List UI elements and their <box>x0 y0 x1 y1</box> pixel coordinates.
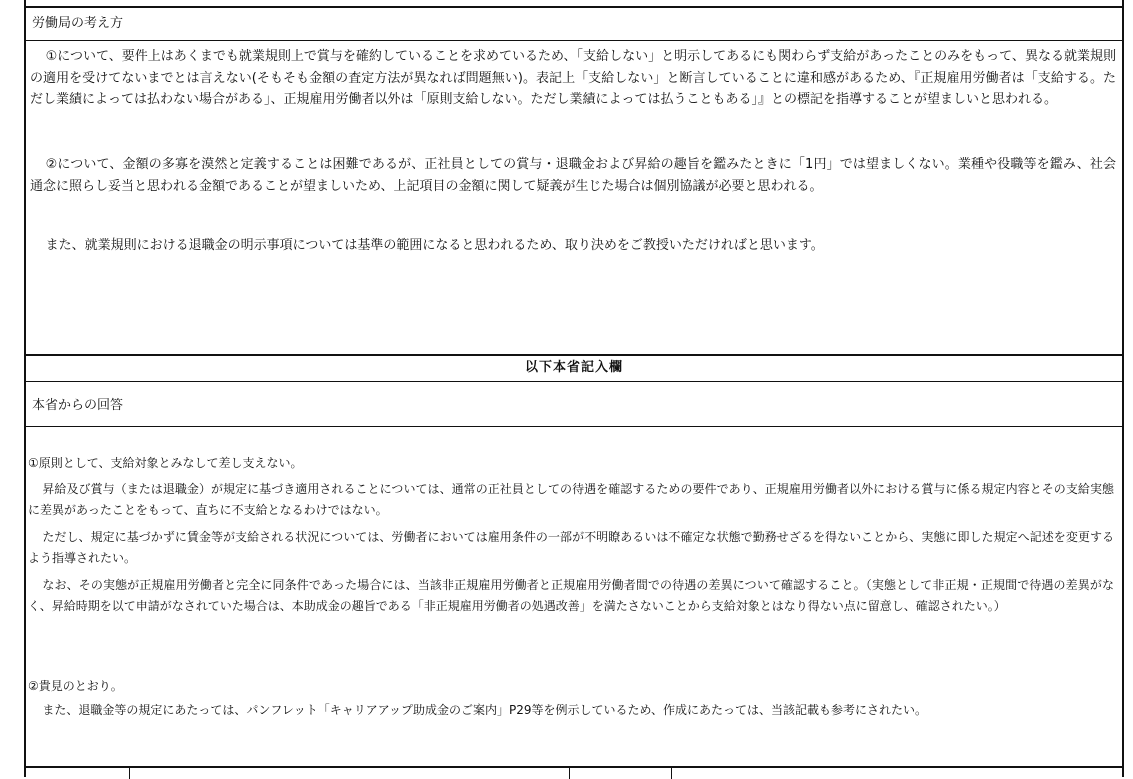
ministry-line-5: ②貴見のとおり。 <box>28 679 123 693</box>
ministry-line-1: ①原則として、支給対象とみなして差し支えない。 <box>28 456 303 470</box>
ministry-heading-divider <box>26 426 1122 427</box>
ministry-line-2: 昇給及び賞与（または退職金）が規定に基づき適用されることについては、通常の正社員としての待遇を確認するための要件であり、正規雇用労働者以外における賞与に係る規定内容とその支給実態に差異があったことをもって、直ちに不支給となるわけではない。 <box>28 482 1114 517</box>
bottom-row-divider-1 <box>129 768 130 779</box>
ministry-line-6: また、退職金等の規定にあたっては、パンフレット「キャリアアップ助成金のご案内」P29等を例示しているため、作成にあたっては、当該記載も参考にされたい。 <box>42 703 927 717</box>
bottom-row-divider-2 <box>569 768 570 779</box>
bottom-row <box>26 766 1122 779</box>
banner-bottom-rule <box>26 381 1122 382</box>
banner-top-rule <box>26 354 1122 356</box>
ministry-line-3: ただし、規定に基づかずに賃金等が支給される状況については、労働者においては雇用条件の一部が不明瞭あるいは不確定な状態で勤務せざるを得ないことから、実態に即した規定へ記述を変更するよう指導されたい。 <box>28 530 1114 565</box>
bureau-heading: 労働局の考え方 <box>32 16 124 31</box>
bureau-paragraph-1: ①について、要件上はあくまでも就業規則上で賞与を確約していることを求めているため、「支給しない」と明示してあるにも関わらず支給があったことのみをもって、異なる就業規則の適用を受けてないまでとは言えない(そもそも金額の査定方法が異なれば問題無い)。表記上「支給しない」と断言していることに違和感があるため、『正規雇用労働者は「支給する。ただし業績によっては払わない場合がある」、正規雇用労働者以外は「原則支給しない。ただし業績によっては払うこともある」』との標記を指導することが望ましいと思われる。 <box>30 49 1116 107</box>
form-sheet <box>24 0 1124 777</box>
ministry-entry-banner: 以下本省記入欄 <box>524 360 623 375</box>
ministry-heading: 本省からの回答 <box>32 398 124 413</box>
top-border <box>26 6 1122 8</box>
ministry-line-4: なお、その実態が正規雇用労働者と完全に同条件であった場合には、当該非正規雇用労働者と正規雇用労働者間での待遇の差異について確認すること。（実態として非正規・正規間で待遇の差異がなく、昇給時期を以て申請がなされていた場合は、本助成金の趣旨である「非正規雇用労働者の処遇改善」を満たさないことから支給対象とはなり得ない点に留意し、確認されたい。） <box>28 578 1114 613</box>
bottom-row-divider-3 <box>671 768 672 779</box>
bureau-paragraph-2: ②について、金額の多寡を漠然と定義することは困難であるが、正社員としての賞与・退職金および昇給の趣旨を鑑みたときに「1円」では望ましくない。業種や役職等を鑑み、社会通念に照らし妥当と思われる金額であることが望ましいため、上記項目の金額に関して疑義が生じた場合は個別協議が必要と思われる。 <box>30 157 1116 194</box>
bureau-heading-divider <box>26 40 1122 41</box>
bureau-paragraph-3: また、就業規則における退職金の明示事項については基準の範囲になると思われるため、取り決めをご教授いただければと思います。 <box>45 238 824 253</box>
